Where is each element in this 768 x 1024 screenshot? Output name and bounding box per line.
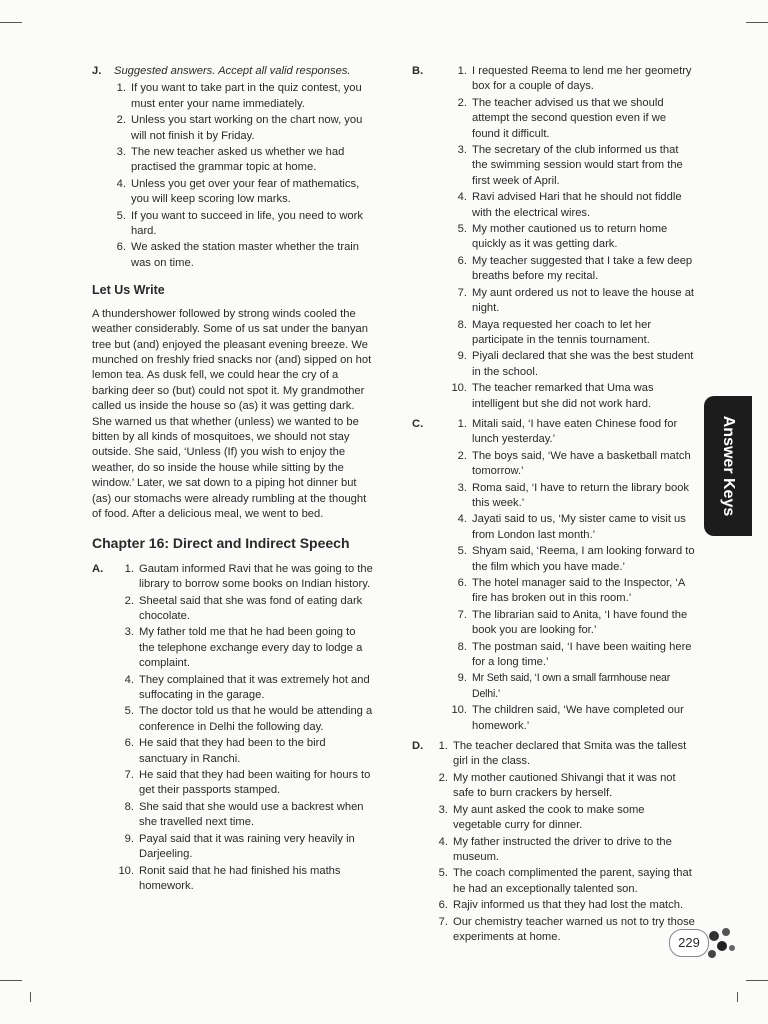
- section-letter: D.: [412, 740, 424, 753]
- list-item: 7. The librarian said to Anita, ‘I have found the book you are looking for.’: [412, 608, 696, 639]
- let-us-write-heading: Let Us Write: [92, 283, 165, 298]
- right-column: [412, 64, 696, 946]
- chapter16-section-a: [92, 562, 374, 895]
- answer-text: Ravi advised Hari that he should not fiddle with the electrical wires.: [472, 191, 682, 219]
- answer-text: The coach complimented the parent, saying that he had an exceptionally talented son.: [453, 867, 692, 895]
- answer-text: Gautam informed Ravi that he was going to the library to borrow some books on Indian history.: [139, 562, 373, 591]
- answer-text: Shyam said, ‘Reema, I am looking forward to the film which you have made.’: [472, 545, 695, 573]
- list-item: 7. Our chemistry teacher warned us not to try those experiments at home.: [412, 915, 696, 946]
- answer-text: My father told me that he had been going to the telephone exchange every day to lodge a complaint.: [139, 626, 363, 670]
- answer-text: My teacher suggested that I take a few deep breaths before my recital.: [472, 254, 693, 283]
- answer-text: My aunt ordered us not to leave the house at night.: [472, 286, 695, 315]
- answer-text: She said that she would use a backrest when she travelled next time.: [139, 800, 364, 829]
- list-item: 2. My mother cautioned Shivangi that it was not safe to burn crackers by herself.: [412, 771, 696, 802]
- section-b: [412, 64, 696, 412]
- answer-text: The new teacher asked us whether we had practised the grammar topic at home.: [131, 146, 345, 174]
- answer-text: My aunt asked the cook to make some vegetable curry for dinner.: [453, 803, 645, 832]
- answer-text: My mother cautioned Shivangi that it was not safe to burn crackers by herself.: [453, 771, 676, 800]
- list-item: 8. The postman said, ‘I have been waiting here for a long time.’: [412, 640, 696, 671]
- list-item: 6. We asked the station master whether the train was on time.: [92, 240, 374, 271]
- list-item: 5. Shyam said, ‘Reema, I am looking forward to the film which you have made.’: [412, 544, 696, 575]
- list-item: 2. Unless you start working on the chart now, you will not finish it by Friday.: [92, 113, 374, 144]
- list-item: 5. If you want to succeed in life, you need to work hard.: [92, 209, 374, 240]
- list-item: 6. He said that they had been to the bird sanctuary in Ranchi.: [92, 736, 374, 767]
- crop-mark: [0, 22, 22, 23]
- answer-text: The children said, ‘We have completed our homework.’: [472, 704, 684, 732]
- section-letter: B.: [412, 65, 424, 77]
- answer-text: The secretary of the club informed us that the swimming session would start from the first week of April.: [472, 144, 683, 187]
- answer-text: My mother cautioned us to return home quickly as it was getting dark.: [472, 223, 668, 251]
- answer-text: Payal said that it was raining very heavily in Darjeeling.: [139, 832, 355, 861]
- page-number: 229: [669, 929, 709, 957]
- section-j-list: [92, 81, 374, 271]
- answer-text: Mr Seth said, ‘I own a small farmhouse near Delhi.’: [472, 672, 671, 700]
- answer-text: The postman said, ‘I have been waiting here for a long time.’: [472, 640, 692, 669]
- list-item: 2. The teacher advised us that we should attempt the second question even if we found it difficult.: [412, 96, 696, 142]
- section-letter: C.: [412, 417, 424, 430]
- answer-text: The teacher advised us that we should attempt the second question even if we found it difficult.: [472, 96, 667, 140]
- list-item: C. 1. Mitali said, ‘I have eaten Chinese food for lunch yesterday.’: [412, 417, 696, 448]
- crop-mark: [737, 992, 738, 1002]
- answer-text: Ronit said that he had finished his maths homework.: [139, 864, 341, 892]
- list-item: 1. If you want to take part in the quiz contest, you must enter your name immediately.: [92, 81, 374, 112]
- list-item: 7. He said that they had been waiting for hours to get their passports stamped.: [92, 768, 374, 799]
- list-item: 5. The coach complimented the parent, saying that he had an exceptionally talented son.: [412, 866, 696, 897]
- list-item: 10. Ronit said that he had finished his maths homework.: [92, 864, 374, 895]
- list-item: 3. My aunt asked the cook to make some vegetable curry for dinner.: [412, 803, 696, 834]
- section-letter: J.: [92, 65, 102, 77]
- answer-text: He said that they had been waiting for hours to get their passports stamped.: [139, 769, 371, 797]
- list-item: 3. My father told me that he had been going to the telephone exchange every day to lodge a complaint.: [92, 625, 374, 671]
- chapter-title: Chapter 16: Direct and Indirect Speech: [92, 535, 350, 552]
- answer-text: Roma said, ‘I have to return the library book this week.’: [472, 481, 690, 509]
- section-letter: A.: [92, 562, 104, 575]
- answer-text: Sheetal said that she was fond of eating dark chocolate.: [139, 594, 363, 622]
- left-column: [92, 64, 374, 895]
- list-item: 2. Sheetal said that she was fond of eating dark chocolate.: [92, 594, 374, 625]
- list-item: 8. She said that she would use a backrest when she travelled next time.: [92, 800, 374, 831]
- answer-text: Jayati said to us, ‘My sister came to visit us from London last month.’: [472, 513, 686, 541]
- list-item: A. 1. Gautam informed Ravi that he was going to the library to borrow some books on Indian history.: [92, 562, 374, 593]
- answer-keys-tab: [704, 396, 752, 536]
- section-instruction: Suggested answers. Accept all valid responses.: [114, 65, 351, 77]
- answer-text: Unless you get over your fear of mathematics, you will keep scoring low marks.: [131, 177, 360, 206]
- answer-text: My father instructed the driver to drive to the museum.: [453, 835, 672, 863]
- section-d: [412, 739, 696, 945]
- list-item: 5. The doctor told us that he would be attending a conference in Delhi the following day.: [92, 704, 374, 735]
- answer-text: He said that they had been to the bird sanctuary in Ranchi.: [139, 737, 326, 765]
- answer-text: The librarian said to Anita, ‘I have found the book you are looking for.’: [472, 608, 688, 637]
- answer-text: The teacher remarked that Uma was intelligent but she did not work hard.: [472, 382, 654, 410]
- list-item: 4. Unless you get over your fear of mathematics, you will keep scoring low marks.: [92, 177, 374, 208]
- list-item: D. 1. The teacher declared that Smita was the tallest girl in the class.: [412, 739, 696, 770]
- crop-mark: [746, 22, 768, 23]
- list-item: 9. Mr Seth said, ‘I own a small farmhouse near Delhi.’: [412, 671, 696, 702]
- crop-mark: [0, 980, 22, 981]
- answer-text: Mitali said, ‘I have eaten Chinese food for lunch yesterday.’: [472, 417, 678, 446]
- answer-text: We asked the station master whether the train was on time.: [131, 241, 360, 269]
- list-item: 5. My mother cautioned us to return home quickly as it was getting dark.: [412, 222, 696, 253]
- list-item: 6. The hotel manager said to the Inspector, ‘A fire has broken out in this room.’: [412, 576, 696, 607]
- crop-mark: [30, 992, 31, 1002]
- list-item: 4. Ravi advised Hari that he should not fiddle with the electrical wires.: [412, 190, 696, 221]
- list-item: 3. The new teacher asked us whether we had practised the grammar topic at home.: [92, 145, 374, 176]
- list-item: 4. My father instructed the driver to drive to the museum.: [412, 835, 696, 866]
- list-item: 10. The teacher remarked that Uma was intelligent but she did not work hard.: [412, 381, 696, 412]
- answer-text: Piyali declared that she was the best student in the school.: [472, 350, 694, 378]
- section-j-header: [92, 64, 374, 79]
- list-item: 4. Jayati said to us, ‘My sister came to visit us from London last month.’: [412, 512, 696, 543]
- answer-keys-label: Answer Keys: [720, 415, 737, 517]
- list-item: 3. The secretary of the club informed us that the swimming session would start from the first week of April.: [412, 143, 696, 189]
- answer-text: If you want to succeed in life, you need to work hard.: [131, 209, 363, 238]
- let-us-write-paragraph: A thundershower followed by strong winds cooled the weather considerably. Some of us sat under the banyan tree but (and) enjoyed the pleasant evening breeze. We munched on freshly fried snacks nor (and) sipped on hot lemon tea. As dusk fell, we could hear the cry of a barking deer so (but) could not spot it. My grandmother called us inside the house so (as) it was getting dark. She warned us that whether (unless) we wanted to be bitten by all kinds of mosquitoes, we should not stay outside. She said, ‘Unless (If) you wish to enjoy the weather, do so inside the house while sitting by the window.’ Later, we sat down to a piping hot dinner but (as) our stomachs were already rumbling at the thought of food. After a delicious meal, we went to bed.: [92, 307, 372, 520]
- list-item: 3. Roma said, ‘I have to return the library book this week.’: [412, 481, 696, 512]
- list-item: 4. They complained that it was extremely hot and suffocating in the garage.: [92, 673, 374, 704]
- list-item: 8. Maya requested her coach to let her participate in the tennis tournament.: [412, 318, 696, 349]
- list-item: 2. The boys said, ‘We have a basketball match tomorrow.’: [412, 449, 696, 480]
- answer-text: Our chemistry teacher warned us not to try those experiments at home.: [453, 915, 695, 943]
- answer-text: The teacher declared that Smita was the tallest girl in the class.: [453, 740, 687, 768]
- answer-text: I requested Reema to lend me her geometry box for a couple of days.: [472, 65, 692, 93]
- answer-text: The hotel manager said to the Inspector, ‘A fire has broken out in this room.’: [472, 577, 685, 605]
- answer-text: They complained that it was extremely hot and suffocating in the garage.: [139, 673, 370, 702]
- answer-text: If you want to take part in the quiz contest, you must enter your name immediately.: [131, 82, 362, 110]
- answer-text: The boys said, ‘We have a basketball match tomorrow.’: [472, 449, 691, 478]
- list-item: 6. Rajiv informed us that they had lost the match.: [412, 898, 696, 913]
- list-item: 7. My aunt ordered us not to leave the house at night.: [412, 286, 696, 317]
- section-c: [412, 417, 696, 734]
- answer-text: Rajiv informed us that they had lost the match.: [453, 899, 684, 912]
- list-item: 9. Payal said that it was raining very heavily in Darjeeling.: [92, 832, 374, 863]
- answer-text: Maya requested her coach to let her participate in the tennis tournament.: [472, 318, 652, 346]
- answer-text: The doctor told us that he would be attending a conference in Delhi the following day.: [139, 705, 373, 733]
- list-item: 6. My teacher suggested that I take a few deep breaths before my recital.: [412, 254, 696, 285]
- list-item: 9. Piyali declared that she was the best student in the school.: [412, 349, 696, 380]
- crop-mark: [746, 980, 768, 981]
- list-item: 10. The children said, ‘We have completed our homework.’: [412, 703, 696, 734]
- answer-text: Unless you start working on the chart now, you will not finish it by Friday.: [131, 114, 363, 142]
- list-item: B. 1. I requested Reema to lend me her geometry box for a couple of days.: [412, 64, 696, 95]
